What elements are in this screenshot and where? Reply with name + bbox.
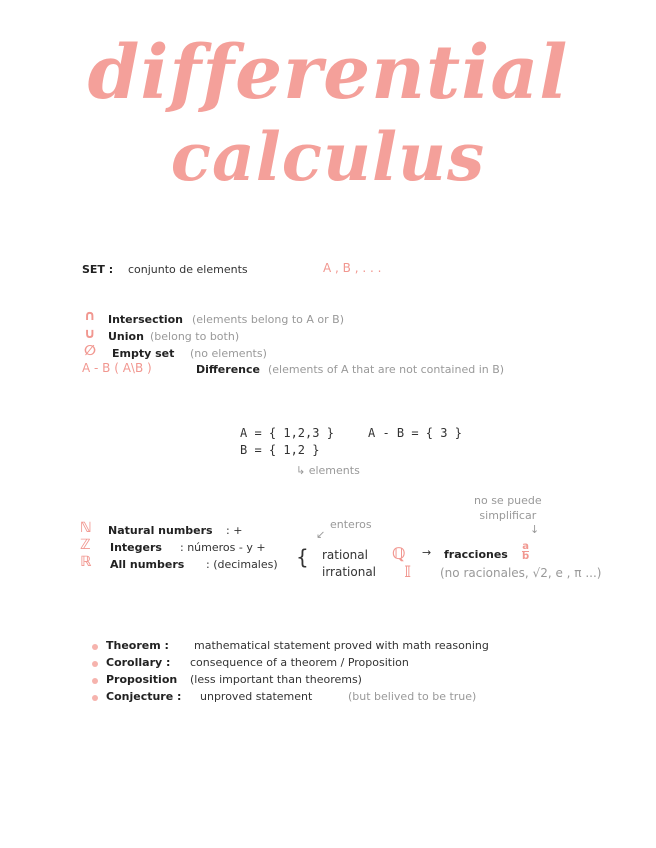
empty-set-name: Empty set: [112, 347, 175, 360]
empty-set-symbol: ∅: [84, 343, 96, 359]
empty-set-desc: (no elements): [190, 347, 267, 360]
arrow-icon: →: [422, 546, 432, 559]
real-symbol: ℝ: [80, 554, 92, 570]
down-arrow-icon: ↓: [530, 523, 540, 536]
integers-desc: : números - y +: [180, 541, 266, 554]
set-a: A = { 1,2,3 }: [240, 426, 334, 440]
conjecture-desc: unproved statement: [200, 690, 313, 703]
irrational-examples: (no racionales, √2, e , π ...): [440, 566, 602, 580]
union-name: Union: [108, 330, 144, 343]
theorem-term: Theorem :: [106, 639, 169, 652]
rational-symbol: ℚ: [392, 544, 406, 563]
proposition-desc: (less important than theorems): [190, 673, 362, 686]
difference-symbol: A - B ( A\B ): [82, 361, 152, 375]
brace-icon: {: [296, 545, 309, 569]
fracciones-label: fracciones: [444, 548, 508, 561]
simplify-note: no se puede simplificar: [474, 494, 542, 522]
bullet-icon: [92, 678, 98, 684]
difference-desc: (elements of A that are not contained in B): [268, 363, 505, 376]
set-b: B = { 1,2 }: [240, 443, 320, 457]
elements-note: ↳ elements: [296, 464, 360, 477]
integers-symbol: ℤ: [80, 537, 91, 553]
fraction-mark: [522, 542, 529, 563]
irrational-label: irrational: [322, 565, 377, 579]
set-example: A , B , . . .: [323, 261, 382, 275]
natural-name: Natural numbers: [108, 524, 213, 537]
proposition-term: Proposition: [106, 673, 178, 686]
intersection-symbol: ∩: [84, 308, 96, 324]
difference-name: Difference: [196, 363, 260, 376]
natural-symbol: ℕ: [80, 520, 92, 536]
set-description: conjunto de elements: [128, 263, 248, 276]
title-line-1: differential: [87, 30, 569, 116]
intersection-desc: (elements belong to A or B): [192, 313, 345, 326]
union-symbol: ∪: [84, 326, 96, 342]
bullet-icon: [92, 661, 98, 667]
bullet-icon: [92, 644, 98, 650]
fraction-denominator: b: [522, 551, 530, 562]
set-label: SET :: [82, 263, 114, 276]
irrational-symbol: 𝕀: [404, 562, 412, 581]
curved-arrow-icon: ↙: [316, 528, 326, 541]
natural-desc: : +: [226, 524, 243, 537]
intersection-name: Intersection: [108, 313, 184, 326]
corollary-desc: consequence of a theorem / Proposition: [190, 656, 409, 669]
theorem-desc: mathematical statement proved with math reasoning: [194, 639, 489, 652]
union-desc: (belong to both): [150, 330, 240, 343]
title-line-2: calculus: [170, 118, 486, 196]
conjecture-note: (but belived to be true): [348, 690, 477, 703]
rational-label: rational: [322, 548, 368, 562]
real-name: All numbers: [110, 558, 185, 571]
real-desc: : (decimales): [206, 558, 278, 571]
bullet-icon: [92, 695, 98, 701]
enteros-note: enteros: [330, 518, 372, 531]
difference-result: A - B = { 3 }: [368, 426, 462, 440]
corollary-term: Corollary :: [106, 656, 171, 669]
conjecture-term: Conjecture :: [106, 690, 182, 703]
fraction-numerator: a: [522, 541, 529, 552]
integers-name: Integers: [110, 541, 162, 554]
